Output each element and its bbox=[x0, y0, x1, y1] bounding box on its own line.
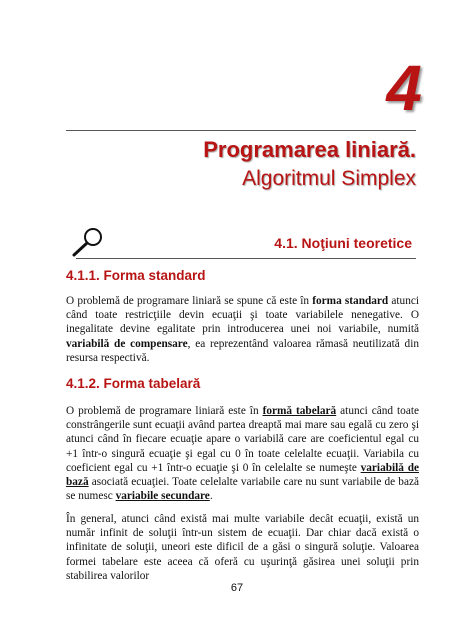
header-rule bbox=[66, 130, 416, 131]
text-run: atunci când toate restricţiile devin ecuaţii şi toate variabilele nenegative. O inegalitate devine egalitate prin introducerea unei noi variabile, numită bbox=[66, 295, 419, 336]
section-heading: 4.1. Noţiuni teoretice bbox=[274, 235, 412, 251]
term-variabila-compensare: variabilă de compensare bbox=[66, 337, 188, 350]
page-number: 67 bbox=[230, 582, 244, 594]
paragraph-standard-form bbox=[66, 294, 419, 365]
magnifier-icon bbox=[70, 226, 106, 258]
text-run: , ea reprezentând valoarea rămasă neutilizată din resursa respectivă. bbox=[66, 337, 419, 364]
text-run: asociată ecuaţiei. Toate celelalte variabile care nu sunt variabile de bază se numesc bbox=[66, 476, 419, 503]
text-run: atunci când toate constrângerile sunt ecuaţii având partea dreaptă mai mare sau egală cu zero şi atunci când în fiecare ecuaţie apare o variabilă care are coeficientul egal cu +1 într-o singură ecuaţie şi egal cu 0 în toate celelalte ecuaţii. Variabila cu coeficient egal cu +1 într-o ecuaţie şi 0 în celelalte se numeşte bbox=[66, 405, 419, 474]
paragraph-tabular-form bbox=[66, 404, 419, 503]
term-variabila-baza: variabilă de bază bbox=[66, 461, 419, 489]
chapter-title: Programarea liniară. bbox=[203, 137, 416, 162]
subsection-heading-tabelara: 4.1.2. Forma tabelară bbox=[66, 376, 201, 391]
term-variabile-secundare: variabile secundare bbox=[115, 490, 210, 503]
chapter-number: 4 bbox=[386, 52, 422, 124]
paragraph-general: În general, atunci când există mai multe variabile decât ecuaţii, există un număr infinit de soluţii într-un sistem de ecuaţii. Dar chiar dacă există o infinitate de soluţii, uneori este dificil de a găsi o singură soluţie. Valoarea formei tabelare este aceea că oferă cu uşurinţă găsirea unei soluţii prin stabilirea valorilor bbox=[66, 513, 419, 582]
term-forma-tabelara: formă tabelară bbox=[262, 405, 337, 417]
chapter-subtitle: Algoritmul Simplex bbox=[242, 167, 416, 190]
text-run: O problemă de programare liniară se spune că este în bbox=[66, 295, 313, 307]
text-run: O problemă de programare liniară este în bbox=[66, 405, 263, 417]
text-run: . bbox=[209, 490, 213, 503]
section-rule bbox=[76, 258, 416, 259]
subsection-heading-standard: 4.1.1. Forma standard bbox=[66, 268, 206, 283]
term-forma-standard: forma standard bbox=[312, 295, 389, 307]
